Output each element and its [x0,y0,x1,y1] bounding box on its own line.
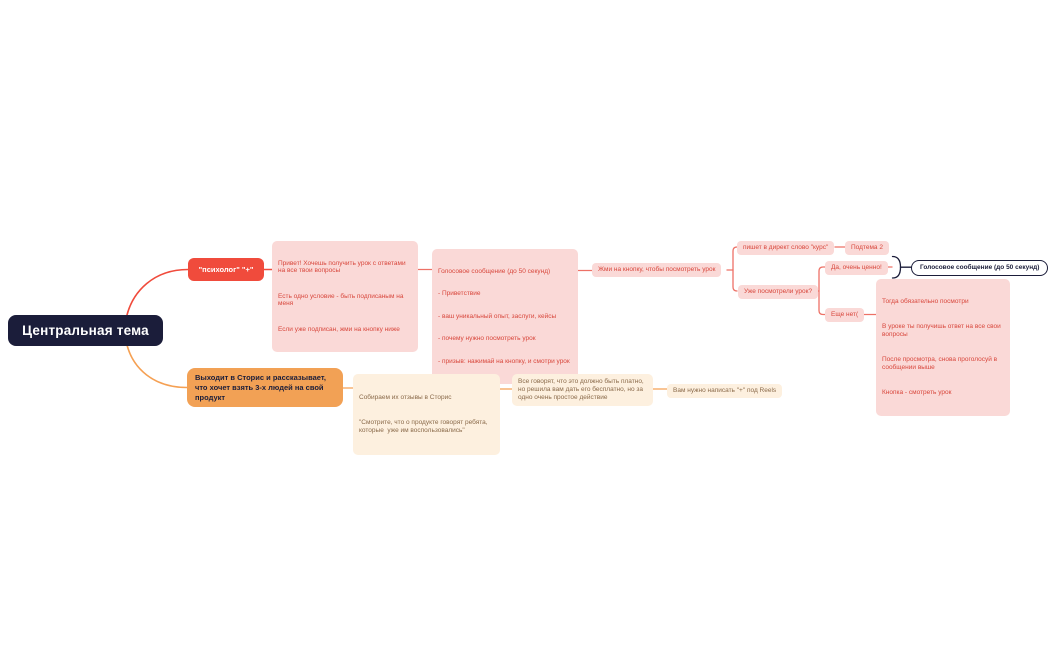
subtopic-2-node[interactable]: Подтема 2 [845,241,889,255]
must-watch-node[interactable] [876,279,1010,416]
paragraph: Кнопка - смотреть урок [882,389,952,397]
paragraph: В уроке ты получишь ответ на все свои вопросы [882,323,1003,338]
psychologist-plus-node[interactable]: "психолог" "+" [188,258,264,281]
stories-root-node[interactable]: Выходит в Сторис и рассказывает, что хочет взять 3-х людей на свой продукт [187,368,343,407]
paragraph: Тогда обязательно посмотри [882,297,969,305]
line: - ваш уникальный опыт, заслуги, кейсы [438,312,557,320]
summary-voice-message-node[interactable]: Голосовое сообщение (до 50 секунд) [911,260,1048,276]
line: "Смотрите, что о продукте говорят ребята, которые уже им воспользовались" [359,418,490,434]
paragraph: Есть одно условие - быть подписаным на меня [278,292,406,308]
voice-message-script-node[interactable] [432,249,578,384]
line: - призыв: нажимай на кнопку, и смотри урок [438,357,570,365]
paragraph: После просмотра, снова проголосуй в сообщении выше [882,356,999,371]
yes-valuable-node[interactable]: Да, очень ценно! [825,261,888,275]
line: Собираем их отзывы в Сторис [359,394,452,402]
free-offer-node[interactable]: Все говорят, что это должно быть платно, но решила вам дать его бесплатно, но за одно очень простое действие [512,374,653,406]
greeting-script-node[interactable] [272,241,418,352]
press-button-node[interactable]: Жми на кнопку, чтобы посмотреть урок [592,263,721,277]
paragraph: Привет! Хочешь получить урок с ответами на все твои вопросы [278,259,408,275]
line: - почему нужно посмотреть урок [438,335,536,343]
direct-word-node[interactable]: пишет в директ слово "курс" [737,241,834,255]
collect-reviews-node[interactable] [353,374,500,455]
not-yet-node[interactable]: Еще нет( [825,308,864,322]
line: Голосовое сообщение (до 50 секунд) [438,267,551,275]
central-topic-node[interactable]: Центральная тема [8,315,163,346]
line: - Приветствие [438,290,481,298]
write-plus-node[interactable]: Вам нужно написать "+" под Reels [667,384,782,398]
paragraph: Если уже подписан, жми на кнопку ниже [278,325,400,333]
watched-question-node[interactable]: Уже посмотрели урок? [738,285,818,299]
